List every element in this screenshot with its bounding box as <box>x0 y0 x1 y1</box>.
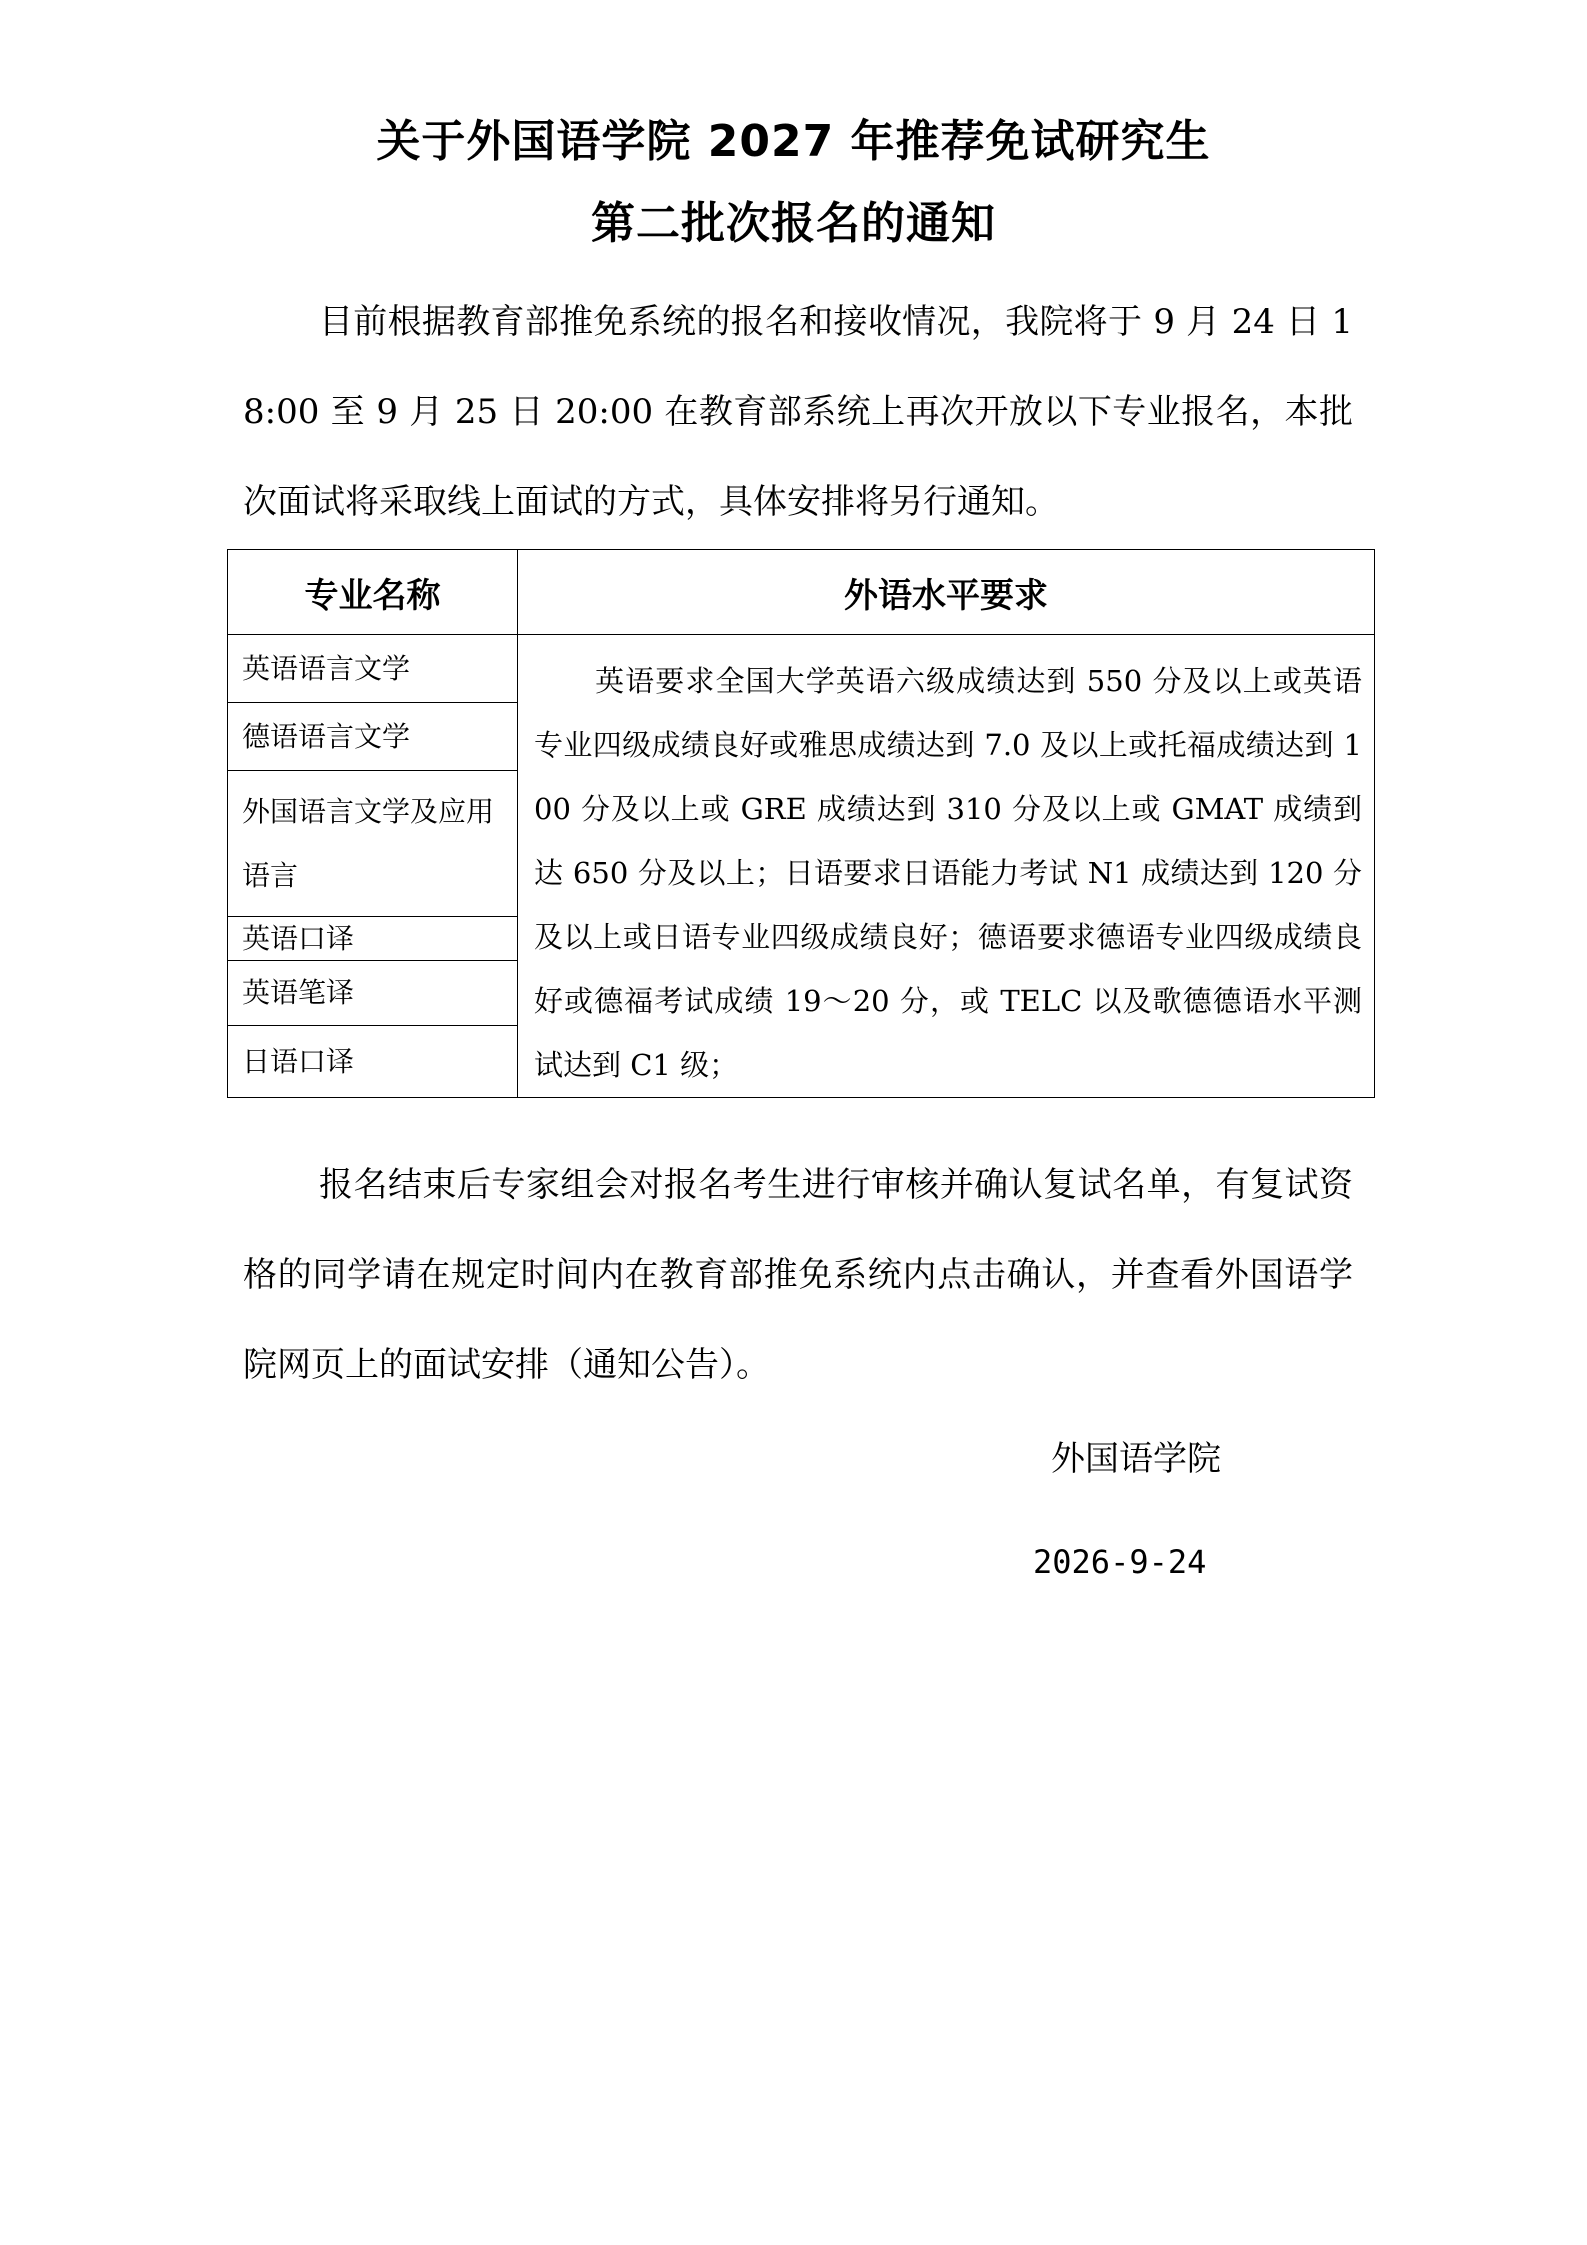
table-header-row <box>228 550 1375 635</box>
requirements-table <box>227 549 1375 1098</box>
signature-organization: 外国语学院 <box>1051 1439 1221 1479</box>
notice-title-line-2: 第二批次报名的通知 <box>591 198 996 249</box>
major-cell: 英语口译 <box>228 917 518 961</box>
requirement-text: 英语要求全国大学英语六级成绩达到 550 分及以上或英语专业四级成绩良好或雅思成绩达到 7.0 及以上或托福成绩达到 100 分及以上或 GRE 成绩达到 310 分及以上或 GMAT 成绩到达 650 分及以上；日语要求日语能力考试 N1 成绩达到 120 分及以上或日语专业四级成绩良好；德语要求德语专业四级成绩良好或德福考试成绩 19～20 分，或 TELC 以及歌德德语水平测试达到 C1 级； <box>534 664 1362 1082</box>
major-cell: 英语语言文学 <box>228 635 518 703</box>
header-language-requirement: 外语水平要求 <box>518 550 1375 635</box>
signature-date: 2026-9-24 <box>1033 1543 1207 1581</box>
requirement-cell <box>518 635 1375 1098</box>
header-major-name: 专业名称 <box>228 550 518 635</box>
table-row <box>228 635 1375 703</box>
notice-title-line-1: 关于外国语学院 2027 年推荐免试研究生 <box>376 116 1211 167</box>
intro-paragraph: 目前根据教育部推免系统的报名和接收情况，我院将于 9 月 24 日 18:00 至 9 月 25 日 20:00 在教育部系统上再次开放以下专业报名，本批次面试将采取线上面试的方式，具体安排将另行通知。 <box>243 302 1353 522</box>
major-cell: 日语口译 <box>228 1026 518 1098</box>
major-cell: 外国语言文学及应用语言 <box>228 771 518 917</box>
major-cell: 德语语言文学 <box>228 703 518 771</box>
closing-paragraph: 报名结束后专家组会对报名考生进行审核并确认复试名单，有复试资格的同学请在规定时间内在教育部推免系统内点击确认，并查看外国语学院网页上的面试安排（通知公告）。 <box>243 1165 1353 1385</box>
major-cell: 英语笔译 <box>228 961 518 1026</box>
